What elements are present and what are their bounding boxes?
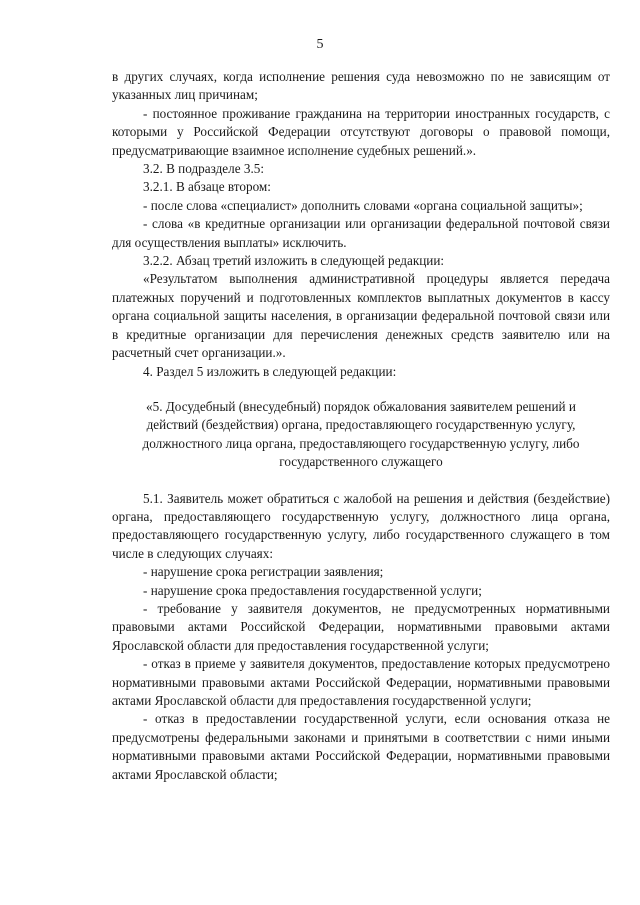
paragraph: 4. Раздел 5 изложить в следующей редакции: [143,363,397,379]
list-item: - требование у заявителя документов, не предусмотренных нормативными правовыми актами Российской Федерации, нормативными правовыми актами Ярославской области для предоставления государственной услуги; [112,600,610,653]
section-heading: «5. Досудебный (внесудебный) порядок обжалования заявителем решений и действий (бездействия) органа, предоставляющего государственную услугу, должностного лица органа, предоставляющего государственную услугу, либо государственного служащего [142,398,580,470]
list-item: - нарушение срока предоставления государственной услуги; [143,582,482,598]
paragraph: - после слова «специалист» дополнить словами «органа социальной защиты»; [143,197,583,213]
document-body [112,68,610,784]
paragraph: «Результатом выполнения административной процедуры является передача платежных поручений и подготовленных комплектов выплатных документов в кассу органа социальной защиты населения, в организации федеральной почтовой связи или в кредитные организации для перечисления денежных средств заявителю или на расчетный счет организации.». [112,271,610,361]
paragraph: в других случаях, когда исполнение решения суда невозможно по не зависящим от указанных лиц причинам; [112,69,610,103]
list-item: - отказ в приеме у заявителя документов, предоставление которых предусмотрено нормативными правовыми актами Российской Федерации, нормативными правовыми актами Ярославской области для предоставления государственной услуги; [112,656,610,708]
paragraph: 5.1. Заявитель может обратиться с жалобой на решения и действия (бездействие) органа, предоставляющего государственную услугу, должностного лица органа, предоставляющего государственную услугу, либо государственного служащего в том числе в следующих случаях: [112,490,610,561]
list-item: - нарушение срока регистрации заявления; [143,564,384,580]
list-item: - отказ в предоставлении государственной услуги, если основания отказа не предусмотрены федеральными законами и принятыми в соответствии с ними иными нормативными правовыми актами Российской Федерации, нормативными правовыми актами Ярославской области; [112,711,610,782]
paragraph: 3.2.2. Абзац третий изложить в следующей редакции: [143,253,445,269]
paragraph: - постоянное проживание гражданина на территории иностранных государств, с которыми у Российской Федерации отсутствуют договоры о правовой помощи, предусматривающие взаимное исполнение судебных решений.». [112,105,610,158]
paragraph: 3.2.1. В абзаце втором: [143,179,271,195]
paragraph: 3.2. В подразделе 3.5: [143,161,265,177]
paragraph: - слова «в кредитные организации или организации федеральной почтовой связи для осуществления выплаты» исключить. [112,216,610,250]
page-number: 5 [316,37,324,52]
